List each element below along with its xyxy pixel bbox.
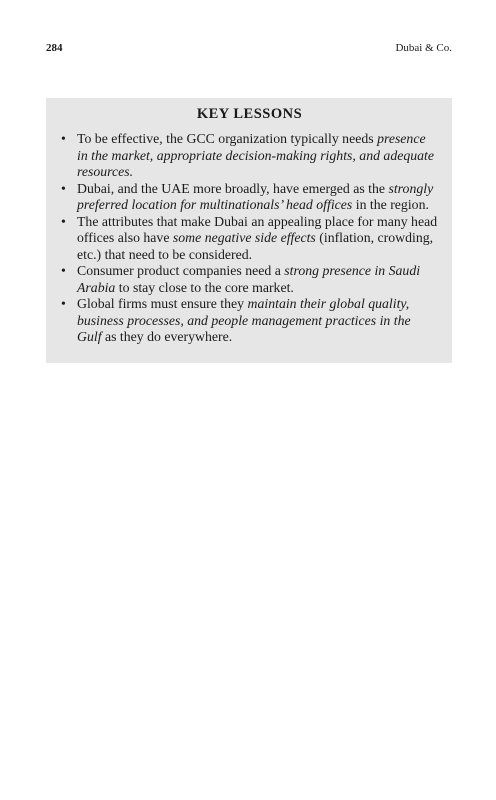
lesson-text: Dubai, and the UAE more broadly, have emerged as the [77, 180, 389, 196]
page-number: 284 [46, 42, 63, 54]
running-head [46, 42, 452, 58]
bullet: • [61, 131, 66, 146]
key-lessons-box [46, 98, 452, 363]
bullet: • [61, 263, 66, 278]
lesson-emphasis: maintain their global quality, business processes, and people management practices in the Gulf [77, 296, 411, 344]
lesson-item [61, 263, 438, 296]
lesson-text: in the region. [352, 197, 429, 212]
bullet: • [61, 213, 66, 229]
lesson-emphasis: some negative side effects [172, 230, 316, 245]
lesson-text: (inflation, crowding, etc.) that need to be considered. [77, 230, 434, 262]
lesson-emphasis: strongly preferred location for multinationals’ head offices [77, 180, 434, 212]
lesson-text: to stay close to the core market. [115, 279, 294, 295]
lesson-text: To be effective, the GCC organization typically needs [77, 131, 378, 146]
lesson-text: as they do everywhere. [101, 329, 233, 344]
lesson-text: Global firms must ensure they [77, 296, 248, 311]
lesson-text: The attributes that make Dubai an appealing place for many head offices also have [77, 213, 438, 245]
lesson-item [61, 131, 438, 181]
bullet: • [61, 180, 66, 196]
lesson-item [61, 296, 438, 346]
lesson-text: Consumer product companies need a [77, 263, 285, 278]
lesson-item [61, 181, 438, 214]
lesson-emphasis: presence in the market, appropriate decision-making rights, and adequate resources. [77, 131, 435, 179]
key-lessons-title: KEY LESSONS [196, 106, 303, 122]
lesson-item [61, 214, 438, 264]
bullet: • [61, 296, 66, 311]
running-title: Dubai & Co. [395, 42, 452, 54]
key-lessons-list [61, 131, 438, 346]
lesson-emphasis: strong presence in Saudi Arabia [77, 263, 421, 295]
